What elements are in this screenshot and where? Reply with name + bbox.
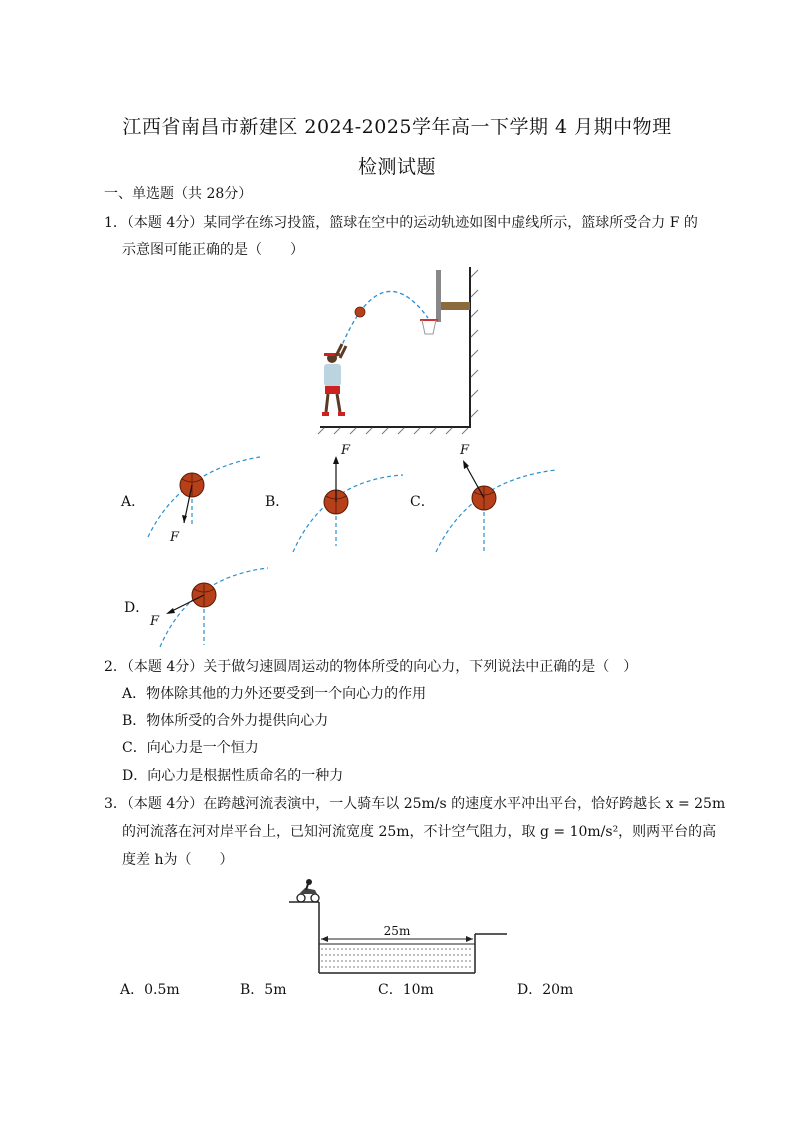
page-subtitle: 检测试题: [357, 156, 436, 178]
q1-stem-line1: 1．（本题 4分）某同学在练习投篮，篮球在空中的运动轨迹如图中虚线所示，篮球所受合力 F 的: [104, 215, 698, 231]
q3-option-b: B．5m: [240, 982, 287, 998]
q2-option-c: C．向心力是一个恒力: [122, 740, 259, 756]
q2-option-a: A．物体除其他的力外还要受到一个向心力的作用: [122, 686, 427, 702]
section-heading: 一、单选题（共 28分）: [104, 186, 253, 202]
q1-option-a-label: A．: [121, 494, 146, 510]
q3-option-c: C．10m: [378, 982, 434, 998]
q1-option-b-figure: [285, 440, 410, 555]
q2-option-b: B．物体所受的合外力提供向心力: [122, 713, 329, 729]
q1-stem-line2: 示意图可能正确的是（ ）: [122, 242, 304, 258]
river-width-label: 25m: [383, 924, 411, 938]
river-jump-figure: [285, 876, 515, 976]
basketball-shot-figure: [310, 262, 480, 437]
q2-option-d: D．向心力是根据性质命名的一种力: [122, 768, 344, 784]
q1-option-d-figure: [140, 565, 270, 650]
q1-option-c-figure: [430, 440, 560, 555]
q3-option-d: D．20m: [517, 982, 574, 998]
force-label-a: F: [170, 530, 180, 545]
q3-stem-line2: 的河流落在河对岸平台上，已知河流宽度 25m，不计空气阻力，取 g = 10m/s²，则两平台的高: [122, 824, 717, 840]
player-icon: [322, 344, 346, 416]
force-label-b: F: [341, 443, 351, 458]
q2-stem: 2．（本题 4分）关于做匀速圆周运动的物体所受的向心力，下列说法中正确的是（ ）: [104, 659, 638, 675]
q1-option-d-label: D．: [124, 600, 150, 616]
q3-stem-line1: 3．（本题 4分）在跨越河流表演中，一人骑车以 25m/s 的速度水平冲出平台，恰好跨越长 x = 25m: [104, 796, 726, 812]
q3-option-a: A．0.5m: [120, 982, 180, 998]
motorcycle-rider-icon: [297, 879, 319, 902]
q3-stem-line3: 度差 h为（ ）: [122, 852, 234, 868]
q1-option-b-label: B．: [265, 494, 290, 510]
force-label-d: F: [150, 614, 160, 629]
page-title: 江西省南昌市新建区 2024-2025学年高一下学期 4 月期中物理: [122, 116, 672, 138]
force-label-c: F: [460, 443, 470, 458]
q1-option-a-figure: [140, 455, 270, 545]
q1-option-c-label: C．: [410, 494, 435, 510]
